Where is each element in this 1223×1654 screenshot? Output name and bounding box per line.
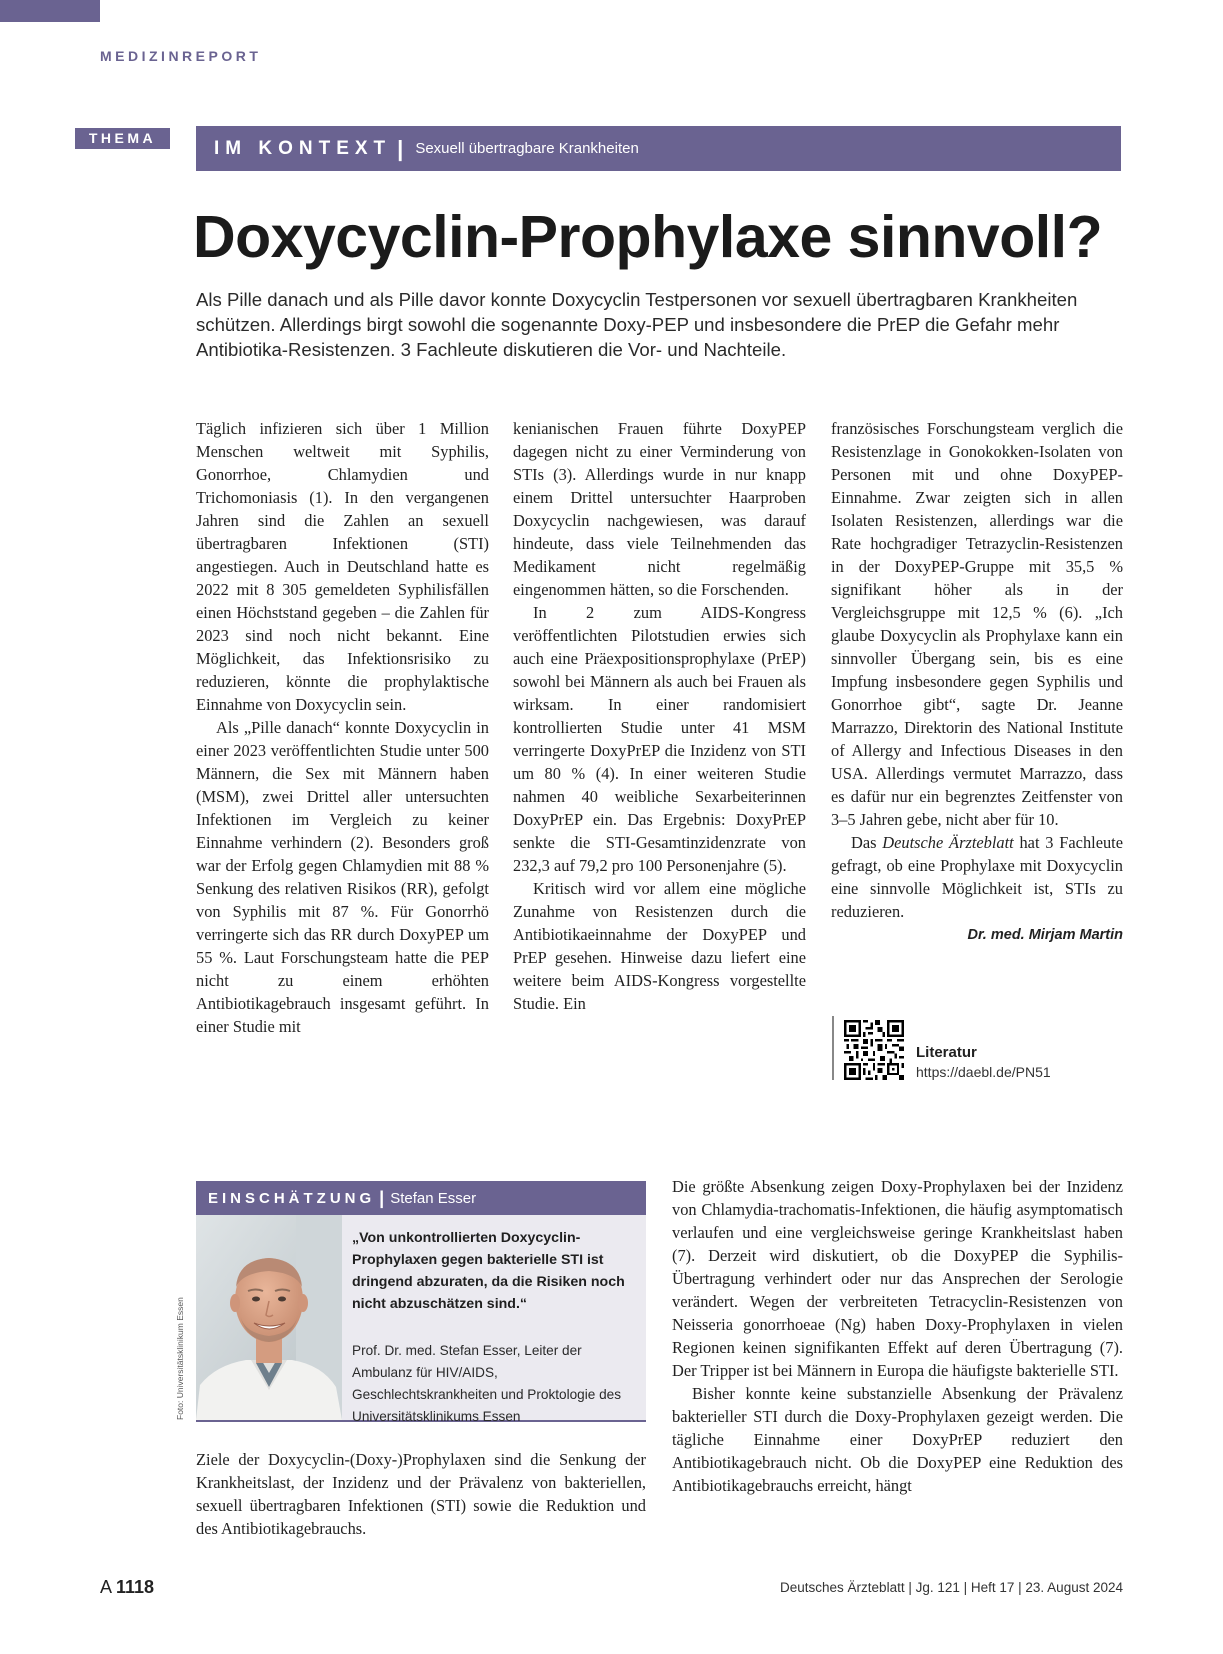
einschaetzung-separator: | [379,1187,385,1208]
col1-paragraph-2: Als „Pille danach“ konnte Doxycyclin in einer 2023 veröffentlichten Studie unter 500 Männern, die Sex mit Männern haben (MSM), zwei Drittel aller untersuchten Infektionen im Vergleich zu keiner Einnahme verhindern (2). Besonders groß war der Erfolg gegen Chlamydien mit 88 % Senkung des relativen Risikos (RR), gefolgt von Syphilis mit 87 %. Für Gonorrhö verringerte sich das RR durch DoxyPEP um 55 %. Laut Forschungsteam hatte die PEP nicht zu einem erhöhten Antibiotikagebrauch insgesamt geführt. In einer Studie mit [196,718,489,1036]
article-column-3 [831,417,1123,947]
einschaetzung-box [196,1215,646,1422]
literature-block[interactable] [832,1016,1123,1082]
col3-paragraph-1: französisches Forschungsteam verglich die Resistenzlage in Gonokokken-Isolaten von Personen mit und ohne DoxyPEP-Einnahme. Zwar zeigten sich in allen Isolaten Resistenzen, allerdings war die Rate hochgradiger Tetrazyclin-Resistenzen in der DoxyPEP-Gruppe mit 35,5 % signifikant höher als in der Vergleichsgruppe mit 12,5 % (6). „Ich glaube Doxycyclin als Prophylaxe kann ein sinnvoller Übergang sein, bis es eine Impfung insbesondere gegen Syphilis und Gonorrhoe gibt“, sagte Dr. Jeanne Marrazzo, Direktorin des National Institute of Allergy and Infectious Diseases in den USA. Allerdings vermutet Marrazzo, dass es dafür nur ein begrenztes Zeitfenster von 3–5 Jahren gebe, nicht aber für 10. [831,419,1123,829]
bottom-left-paragraph-1: Ziele der Doxycyclin-(Doxy-)Prophylaxen sind die Senkung der Krankheitslast, der Inzidenz und der Prävalenz von bakteriellen, sexuell übertragbaren Infektionen (STI) sowie die Reduktion und des Antibiotikagebrauchs. [196,1450,646,1538]
einschaetzung-header-bar [196,1181,646,1215]
article-author: Dr. med. Mirjam Martin [967,927,1123,943]
page-number [100,1577,154,1598]
kontext-subtitle: Sexuell übertragbare Krankheiten [415,140,639,157]
page-number-value: 1118 [116,1577,155,1597]
col1-paragraph-1: Täglich infizieren sich über 1 Million Menschen weltweit mit Syphilis, Gonorrhoe, Chlamydien und Trichomoniasis (1). In den vergangenen Jahren sind die Zahlen an sexuell übertragbaren Infektionen (STI) angestiegen. Auch in Deutschland hatte es 2022 mit 8 305 gemeldeten Syphilisfällen einen Höchststand gegeben – die Zahlen für 2023 sind noch nicht bekannt. Eine Möglichkeit, das Infektionsrisiko zu reduzieren, könnte die prophylaktische Einnahme von Doxycyclin sein. [196,419,489,714]
article-column-2 [513,417,806,1015]
journal-name: Deutsche Ärzteblatt [882,833,1014,852]
col2-paragraph-2: In 2 zum AIDS-Kongress veröffentlichten Pilotstudien erwies sich auch eine Präexpositionsprophylaxe (PrEP) sowohl bei Männern als auch bei Frauen als wirksam. In einer randomisiert kontrollierten Studie unter 41 MSM verringerte DoxyPrEP die Inzidenz von STI um 80 % (4). In einer weiteren Studie nahmen 40 weibliche Sexarbeiterinnen DoxyPrEP ein. Das Ergebnis: DoxyPrEP senkte die STI-Gesamtinzidenzrate von 232,3 auf 79,2 pro 100 Personenjahre (5). [513,603,806,875]
section-label: MEDIZINREPORT [100,48,262,64]
col3-paragraph-2 [831,831,1123,923]
thema-tag: THEMA [75,128,170,149]
journal-info: Deutsches Ärzteblatt | Jg. 121 | Heft 17 | 23. August 2024 [780,1580,1123,1595]
bottom-right-paragraph-2: Bisher konnte keine substanzielle Absenkung der Prävalenz bakterieller STI durch die Doxy-Prophylaxen gezeigt werden. Die tägliche Einnahme einer DoxyPrEP reduziert den Antibiotikagebrauch nicht. Ob die DoxyPEP eine Reduktion des Antibiotikagebrauchs erreicht, hängt [672,1384,1123,1495]
col2-paragraph-3: Kritisch wird vor allem eine mögliche Zunahme von Resistenzen durch die Antibiotikaeinnahme der DoxyPEP und PrEP gesehen. Hinweise dazu liefert eine weitere beim AIDS-Kongress vorgestellte Studie. Ein [513,879,806,1013]
article-column-1 [196,417,489,1038]
page-prefix: A [100,1577,117,1597]
einschaetzung-text-left [196,1448,646,1540]
einschaetzung-expert-name: Stefan Esser [390,1189,477,1207]
literature-rule [832,1016,834,1080]
kontext-header-bar [196,126,1121,171]
einschaetzung-title: EINSCHÄTZUNG [208,1189,376,1207]
corner-accent-bar [0,0,100,22]
kontext-title: IM KONTEXT [214,137,392,159]
article-headline: Doxycyclin-Prophylaxe sinnvoll? [193,204,1103,270]
expert-quote: „Von unkontrollierten Doxycyclin-Prophylaxen gegen bakterielle STI ist dringend abzuraten, da die Risiken noch nicht abzuschätzen sind.“ [352,1230,625,1312]
expert-bio: Prof. Dr. med. Stefan Esser, Leiter der Ambulanz für HIV/AIDS, Geschlechtskrankheiten und Proktologie des Universitätsklinikums Essen [352,1343,622,1424]
photo-credit: Foto: Universitätsklinikum Essen [175,1297,185,1420]
einschaetzung-text-right [672,1175,1123,1497]
literature-label: Literatur [916,1044,977,1061]
expert-portrait-photo [196,1215,342,1420]
literature-link[interactable]: https://daebl.de/PN51 [916,1064,1051,1080]
kontext-separator: | [397,135,404,161]
col2-paragraph-1: kenianischen Frauen führte DoxyPEP dagegen nicht zu einer Verminderung von STIs (3). Allerdings wurde in nur knapp einem Drittel untersuchter Haarproben Doxycyclin nachgewiesen, was darauf hindeute, dass viele Teilnehmenden das Medikament nicht regelmäßig eingenommen hätten, so die Forschenden. [513,419,806,599]
bottom-right-paragraph-1: Die größte Absenkung zeigen Doxy-Prophylaxen bei der Inzidenz von Chlamydia-trachomatis-Infektionen, die häufig asymptomatisch verlaufen und eine vergleichsweise geringe Krankheitslast haben (7). Derzeit wird diskutiert, ob die DoxyPEP die Syphilis-Übertragung verhindert oder nur das Ansprechen der Serologie verändert. Wegen der verbreiteten Tetracyclin-Resistenzen von Neisseria gonorrhoeae (Ng) haben Doxy-Prophylaxen in vielen Regionen keinen signifikanten Effekt auf deren Übertragung (7). Der Tripper ist bei Männern in Europa die häufigste bakterielle STI. [672,1177,1123,1380]
col3-p2-rest: hat 3 Fachleute gefragt, ob eine Prophylaxe mit Doxycyclin eine sinnvolle Möglichkeit ist, STIs zu reduzieren. [831,833,1123,921]
qr-code-icon[interactable] [844,1020,904,1080]
article-lead: Als Pille danach und als Pille davor konnte Doxycyclin Testpersonen vor sexuell übertragbaren Krankheiten schützen. Allerdings birgt sowohl die sogenannte Doxy-PEP und insbesondere die PrEP die Gefahr mehr Antibiotika-Resistenzen. 3 Fachleute diskutieren die Vor- und Nachteile. [196,289,1078,360]
col3-p2-prefix: Das [851,833,883,852]
